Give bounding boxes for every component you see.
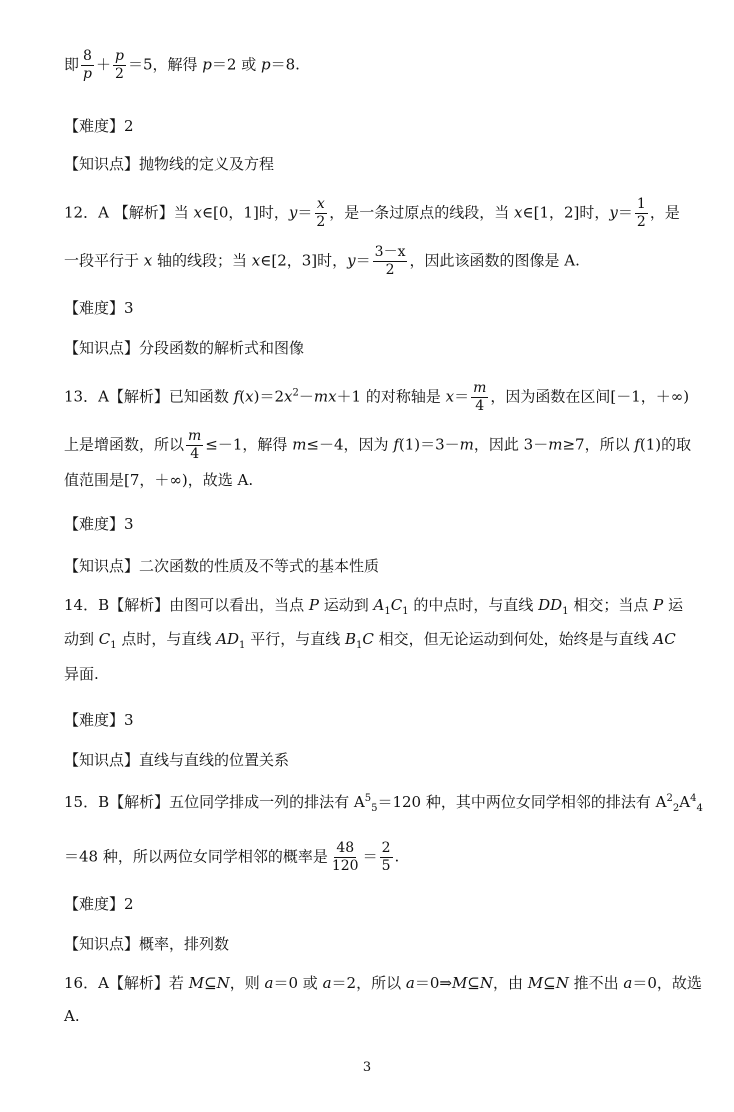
question-14-line-2	[64, 629, 676, 649]
question-16-line-2: A.	[64, 1007, 80, 1025]
variable: f	[233, 387, 240, 406]
text: 13．A【解析】已知函数	[64, 387, 234, 406]
denominator: 4	[475, 398, 485, 414]
fraction	[373, 244, 408, 279]
variable: M	[527, 974, 544, 992]
variable: x	[193, 203, 202, 222]
denominator: 120	[331, 858, 359, 874]
text: ＝	[362, 847, 378, 866]
text: ⊆	[467, 974, 480, 992]
fraction	[186, 428, 203, 463]
knowledge-point-label: 【知识点】二次函数的性质及不等式的基本性质	[64, 557, 380, 575]
text: 运	[663, 596, 684, 614]
superscript: 2	[292, 387, 299, 399]
question-15-line-2	[64, 840, 399, 875]
text: 平行，与直线	[245, 630, 345, 648]
text: )＝2	[253, 387, 284, 406]
question-16-line-1	[64, 973, 702, 993]
text: ＝120 种，其中两位女同学相邻的排法有 A	[377, 793, 667, 811]
variable: a	[623, 974, 633, 992]
text: 相交；当点	[568, 596, 654, 614]
text: ，因此该函数的图像是 A.	[409, 251, 580, 270]
denominator: 4	[190, 446, 200, 462]
text: ∈[0，1]时，	[201, 203, 289, 222]
numerator: 8	[83, 48, 92, 64]
text: ≥7，所以	[562, 435, 635, 454]
superscript: 4	[690, 793, 697, 804]
variable: C	[98, 630, 111, 648]
text: 相交，但无论运动到何处，始终是与直线	[373, 630, 654, 648]
variable: m	[548, 435, 563, 454]
text: 15．B【解析】五位同学排成一列的排法有 A	[64, 793, 365, 811]
variable: C	[362, 630, 374, 648]
denominator: 2	[636, 214, 646, 230]
variable: a	[405, 974, 415, 992]
question-12-line-2	[64, 244, 580, 279]
variable: x	[284, 387, 293, 406]
variable: f	[393, 435, 399, 454]
text: 16．A【解析】若	[64, 974, 189, 992]
text: 轴的线段；当	[152, 251, 252, 270]
fraction	[380, 840, 393, 875]
difficulty-label: 【难度】3	[64, 711, 134, 729]
fraction	[113, 48, 126, 83]
text: 运动到	[318, 596, 374, 614]
subscript: 1	[562, 606, 569, 617]
text: ＝	[355, 251, 371, 270]
text: ，是一条过原点的线段，当	[329, 203, 515, 222]
variable: x	[245, 387, 254, 406]
text: (1)＝3－	[398, 435, 460, 454]
variable: P	[653, 596, 664, 614]
knowledge-point-label: 【知识点】抛物线的定义及方程	[64, 155, 275, 173]
variable: x	[143, 251, 153, 270]
denominator: 2	[316, 214, 326, 230]
difficulty-label: 【难度】2	[64, 895, 134, 913]
variable: A	[373, 596, 385, 614]
text: ＝8.	[270, 55, 300, 74]
variable: m	[292, 435, 307, 454]
numerator: 2	[381, 840, 391, 856]
fraction	[314, 196, 327, 231]
numerator: m	[473, 380, 487, 396]
denominator: 5	[381, 858, 391, 874]
text: －	[298, 387, 314, 406]
subscript: 1	[110, 640, 117, 651]
denominator: 2	[385, 262, 395, 278]
text: ⊆	[543, 974, 556, 992]
question-14-line-3: 异面.	[64, 665, 99, 683]
text: ＝2 或	[211, 55, 261, 74]
fraction	[635, 196, 648, 231]
text: A	[679, 793, 691, 811]
question-13-line-2	[64, 428, 691, 463]
variable: y	[609, 203, 618, 222]
text: ＋1 的对称轴是	[336, 387, 446, 406]
subscript: 2	[672, 803, 680, 814]
page-number: 3	[362, 1060, 372, 1075]
text: ，因此 3－	[473, 435, 549, 454]
text: ，则	[229, 974, 265, 992]
knowledge-point-label: 【知识点】分段函数的解析式和图像	[64, 339, 305, 357]
text: 动到	[64, 630, 99, 648]
text: ＝0，故选	[632, 974, 702, 992]
variable: f	[634, 435, 640, 454]
fraction	[330, 840, 361, 875]
question-12-line-1	[64, 196, 680, 231]
text: ，因为函数在区间[－1，＋∞)	[490, 387, 690, 406]
knowledge-point-label: 【知识点】概率，排列数	[64, 935, 230, 953]
variable: N	[216, 974, 230, 992]
variable: y	[347, 251, 356, 270]
superscript: 2	[666, 793, 673, 804]
variable: DD	[538, 596, 563, 614]
solution-line	[64, 48, 300, 83]
text: .	[394, 847, 400, 866]
variable: AD	[216, 630, 240, 648]
text: ∈[2，3]时，	[260, 251, 348, 270]
variable: mx	[313, 387, 337, 406]
variable: x	[445, 387, 455, 406]
question-13-line-1	[64, 380, 689, 415]
variable: N	[555, 974, 569, 992]
text: (1)的取	[639, 435, 692, 454]
numerator: x	[316, 196, 325, 212]
text: 即	[64, 55, 80, 74]
numerator: 3－x	[374, 244, 406, 260]
subscript: 1	[356, 640, 363, 651]
text: 12．A 【解析】当	[64, 203, 194, 222]
question-14-line-1	[64, 595, 683, 615]
variable: a	[322, 974, 332, 992]
variable: x	[251, 251, 261, 270]
variable: AC	[653, 630, 676, 648]
question-15-line-1	[64, 792, 703, 812]
numerator: m	[188, 428, 202, 444]
text: 的中点时，与直线	[408, 596, 539, 614]
text: 上是增函数，所以	[64, 435, 185, 454]
question-13-line-3: 值范围是[7，＋∞)，故选 A.	[64, 471, 254, 489]
text: ＝2，所以	[331, 974, 406, 992]
numerator: 48	[336, 840, 355, 856]
text: ＝0⇒	[414, 974, 452, 992]
text: ，由	[493, 974, 528, 992]
text: ⊆	[204, 974, 217, 992]
variable: M	[451, 974, 468, 992]
subscript: 4	[696, 803, 703, 814]
variable: C	[390, 596, 403, 614]
text: (	[239, 387, 246, 406]
variable: m	[459, 435, 474, 454]
text: 一段平行于	[64, 251, 144, 270]
subscript: 1	[239, 640, 246, 651]
text: ＝5，解得	[127, 55, 203, 74]
difficulty-label: 【难度】3	[64, 515, 134, 533]
superscript: 5	[364, 793, 372, 804]
text: 点时，与直线	[116, 630, 217, 648]
text: ＝48 种，所以两位女同学相邻的概率是	[64, 847, 328, 866]
variable: x	[514, 203, 523, 222]
fraction	[81, 48, 94, 83]
difficulty-label: 【难度】3	[64, 299, 134, 317]
fraction	[471, 380, 488, 415]
subscript: 1	[384, 606, 391, 617]
knowledge-point-label: 【知识点】直线与直线的位置关系	[64, 751, 290, 769]
text: ＝0 或	[273, 974, 323, 992]
variable: B	[344, 630, 356, 648]
subscript: 5	[371, 803, 378, 814]
text: ∈[1，2]时，	[522, 203, 610, 222]
text: ＝	[617, 203, 633, 222]
denominator: 2	[115, 66, 124, 82]
variable: M	[188, 974, 205, 992]
text: ＝	[454, 387, 470, 406]
variable: N	[479, 974, 493, 992]
numerator: 1	[636, 196, 646, 212]
text: ＝	[297, 203, 313, 222]
variable: p	[202, 55, 212, 74]
difficulty-label: 【难度】2	[64, 117, 134, 135]
numerator: p	[115, 48, 124, 64]
variable: p	[260, 55, 271, 74]
text: ＋	[95, 55, 111, 74]
text: ≤－4，因为	[306, 435, 394, 454]
variable: a	[264, 974, 274, 992]
variable: y	[288, 203, 298, 222]
subscript: 1	[402, 606, 409, 617]
denominator: p	[83, 66, 92, 82]
text: 推不出	[568, 974, 624, 992]
variable: P	[308, 596, 319, 614]
text: ，是	[649, 203, 680, 222]
text: ≤－1，解得	[205, 435, 293, 454]
text: 14．B【解析】由图可以看出，当点	[64, 596, 309, 614]
